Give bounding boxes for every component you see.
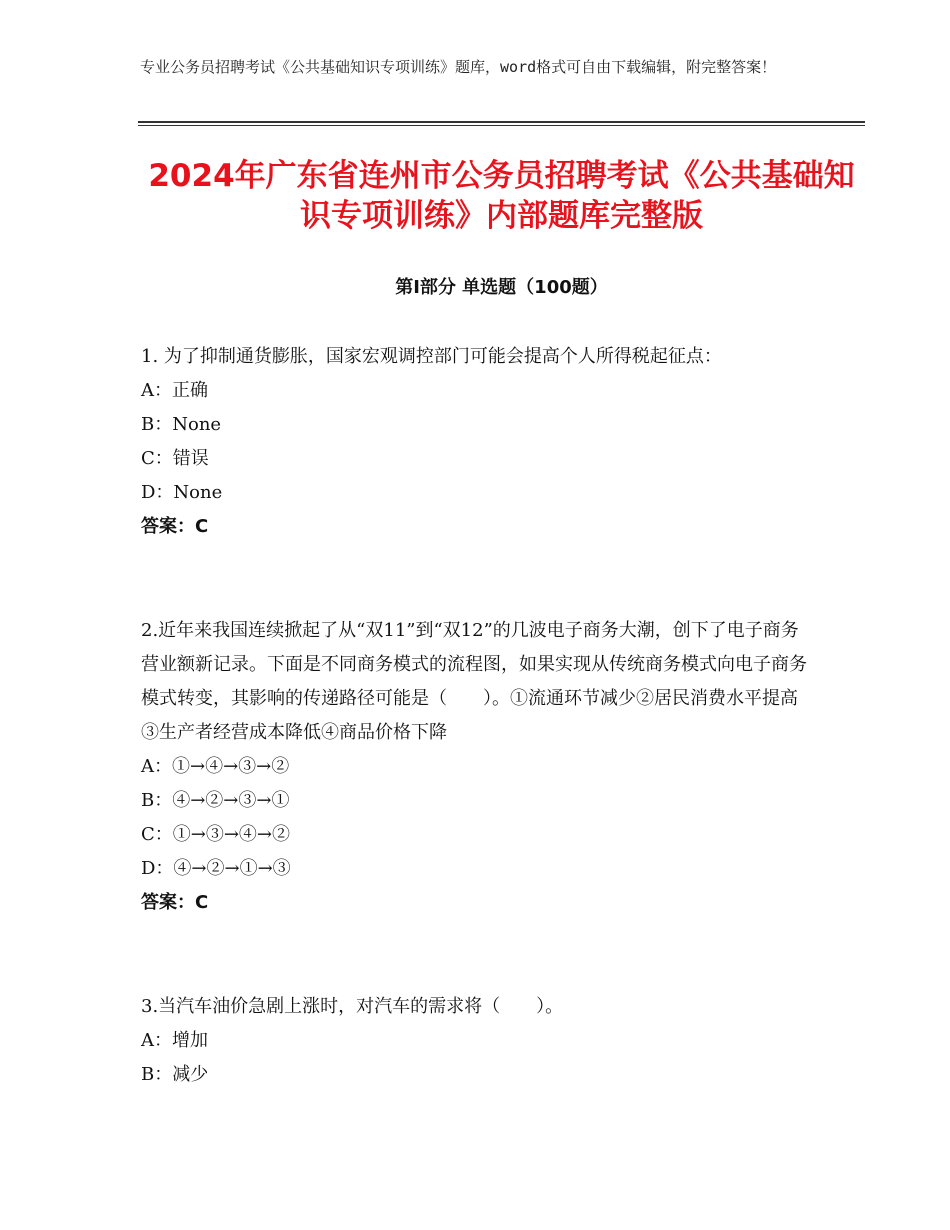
answer: 答案：C bbox=[141, 516, 209, 537]
option-b: B：④→②→③→① bbox=[141, 790, 290, 811]
header-divider-thin bbox=[138, 125, 865, 126]
option-b: B：None bbox=[141, 414, 222, 435]
option-b: B：减少 bbox=[141, 1064, 209, 1085]
option-c: C：①→③→④→② bbox=[141, 824, 291, 845]
question-2 bbox=[141, 614, 811, 920]
option-d: D：None bbox=[141, 482, 223, 503]
question-stem: 3.当汽车油价急剧上涨时，对汽车的需求将（ ）。 bbox=[141, 996, 564, 1017]
question-stem: 1. 为了抑制通货膨胀，国家宏观调控部门可能会提高个人所得税起征点： bbox=[141, 346, 722, 367]
question-3 bbox=[141, 990, 811, 1092]
header-divider bbox=[138, 121, 865, 123]
option-a: A：①→④→③→② bbox=[141, 756, 290, 777]
option-d: D：④→②→①→③ bbox=[141, 858, 291, 879]
option-a: A：增加 bbox=[141, 1030, 208, 1051]
document-title: 2024年广东省连州市公务员招聘考试《公共基础知识专项训练》内部题库完整版 bbox=[148, 158, 855, 234]
section-heading: 第Ⅰ部分 单选题（100题） bbox=[395, 277, 608, 298]
question-stem: 2.近年来我国连续掀起了从“双11”到“双12”的几波电子商务大潮，创下了电子商务营业额新记录。下面是不同商务模式的流程图，如果实现从传统商务模式向电子商务模式转变，其影响的传递路径可能是（ ）。①流通环节减少②居民消费水平提高③生产者经营成本降低④商品价格下降 bbox=[141, 620, 807, 743]
question-1 bbox=[141, 340, 811, 544]
option-a: A：正确 bbox=[141, 380, 208, 401]
answer: 答案：C bbox=[141, 892, 209, 913]
header-note: 专业公务员招聘考试《公共基础知识专项训练》题库，word格式可自由下载编辑，附完整答案！ bbox=[140, 58, 777, 76]
option-c: C：错误 bbox=[141, 448, 209, 469]
